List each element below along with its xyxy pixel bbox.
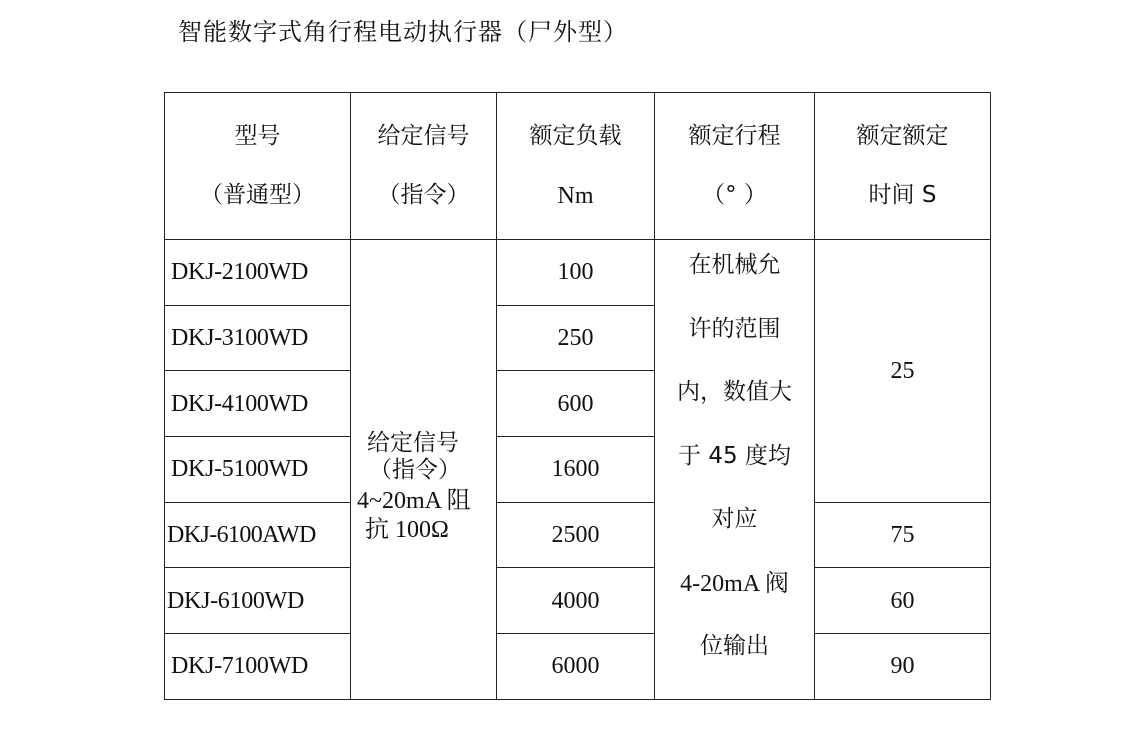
model-cell: DKJ-3100WD bbox=[165, 305, 351, 371]
time-cell: 60 bbox=[815, 568, 991, 634]
stroke-line: 许的范围 bbox=[688, 315, 781, 342]
signal-cell bbox=[351, 240, 497, 700]
header-time-line2: 时间 S bbox=[868, 182, 937, 208]
model-cell: DKJ-5100WD bbox=[165, 436, 351, 502]
header-signal-line1: 给定信号 bbox=[377, 123, 470, 149]
model-cell: DKJ-4100WD bbox=[165, 371, 351, 437]
header-signal-line2: （指令） bbox=[377, 182, 470, 208]
model-cell: DKJ-6100AWD bbox=[165, 502, 351, 568]
stroke-line: 4-20mA 阀 bbox=[680, 570, 789, 597]
load-cell: 4000 bbox=[497, 568, 655, 634]
load-cell: 6000 bbox=[497, 633, 655, 699]
load-cell: 250 bbox=[497, 305, 655, 371]
load-cell: 2500 bbox=[497, 502, 655, 568]
table-row bbox=[165, 502, 991, 568]
header-stroke bbox=[655, 93, 815, 240]
signal-line3: 4~20mA 阻 bbox=[357, 488, 471, 515]
signal-line4: 抗 100Ω bbox=[365, 516, 449, 543]
load-cell: 600 bbox=[497, 371, 655, 437]
table-header-row bbox=[165, 93, 991, 240]
header-load bbox=[497, 93, 655, 240]
stroke-line: 对应 bbox=[711, 506, 758, 532]
time-cell: 75 bbox=[815, 502, 991, 568]
model-cell: DKJ-6100WD bbox=[165, 568, 351, 634]
spec-table bbox=[164, 92, 991, 700]
table-row bbox=[165, 240, 991, 306]
stroke-line: 内，数值大 bbox=[677, 379, 792, 405]
header-time-line1: 额定额定 bbox=[856, 123, 949, 149]
header-signal bbox=[351, 93, 497, 240]
header-stroke-line2: （° ） bbox=[702, 182, 767, 208]
signal-line1: 给定信号 bbox=[367, 429, 459, 456]
model-cell: DKJ-7100WD bbox=[165, 633, 351, 699]
header-time bbox=[815, 93, 991, 240]
stroke-line: 于 45 度均 bbox=[678, 442, 791, 469]
header-load-line1: 额定负载 bbox=[529, 122, 622, 149]
table-row bbox=[165, 568, 991, 634]
document-title: 智能数字式角行程电动执行器（尸外型） bbox=[178, 18, 628, 46]
stroke-line: 位输出 bbox=[700, 633, 769, 659]
header-stroke-line1: 额定行程 bbox=[688, 123, 781, 149]
time-cell-group: 25 bbox=[815, 240, 991, 503]
header-model-line2: （普通型） bbox=[200, 182, 315, 208]
load-cell: 100 bbox=[497, 240, 655, 306]
table-row bbox=[165, 633, 991, 699]
load-cell: 1600 bbox=[497, 436, 655, 502]
stroke-cell bbox=[655, 240, 815, 700]
stroke-line: 在机械允 bbox=[688, 252, 781, 278]
header-load-line2: Nm bbox=[557, 182, 594, 209]
header-model-line1: 型号 bbox=[234, 123, 281, 149]
model-cell: DKJ-2100WD bbox=[165, 240, 351, 306]
signal-line2: （指令） bbox=[369, 457, 461, 484]
header-model bbox=[165, 93, 351, 240]
time-cell: 90 bbox=[815, 633, 991, 699]
